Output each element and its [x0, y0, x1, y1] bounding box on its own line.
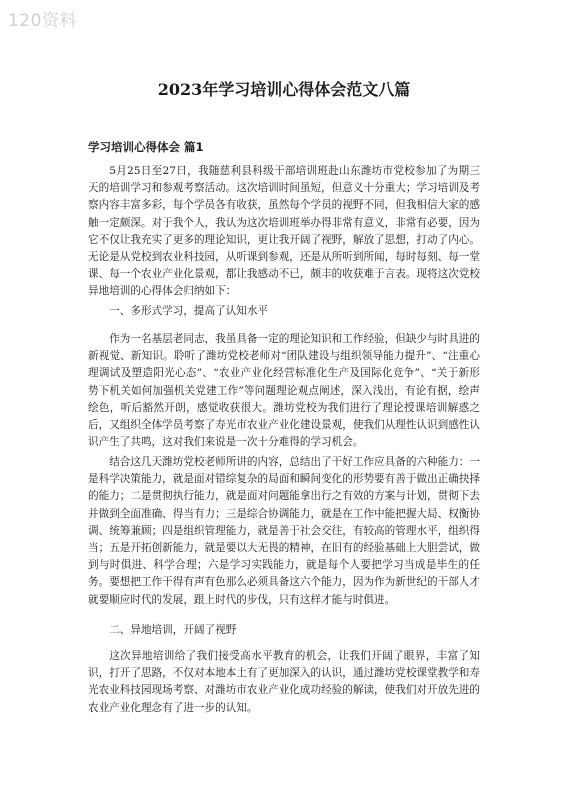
paragraph-learning: 作为一名基层老同志，我虽具备一定的理论知识和工作经验，但缺少与时具进的新视觉、新知识。聆听了潍坊党校老师对“团队建设与组织领导能力提升”、“注重心理调试及塑造阳光心态”、“农业产业化经营标准化生产及国际化竞争”、“关于新形势下机关如何加强机关党建工作”等问题理论观点阐述，深入浅出，有论有据，绘声绘色，听后豁然开朗，感觉收获很大。潍坊党校为我们进行了理论授课培训解惑之后，又组织全体学员考察了寿光市农业产业化建设景观，使我们从理性认识到感性认识产生了共鸣，这对我们来说是一次十分难得的学习机会。 [88, 333, 480, 449]
section-heading: 学习培训心得体会 篇1 [88, 140, 204, 154]
subheading-1: 一、多形式学习，提高了认知水平 [109, 305, 269, 317]
paragraph-intro: 5月25日至27日，我随慈利县科级干部培训班赴山东潍坊市党校参加了为期三天的培训学习和参观考察活动。这次培训时间虽短，但意义十分重大；学习培训及考察内容丰富多彩，每个学员各有收获，虽然每个学员的视野不同，但我相信大家的感触一定颇深。对于我个人，我认为这次培训班举办得非常有意义，非常有必要，因为它不仅让我充实了更多的理论知识，更让我开阔了视野，解放了思想，打动了内心。无论是从党校到农业科技园，从听课到参观，还是从所听到所闻，每时每刻、每一堂课、每一个农业产业化景观，都让我感动不已，颇丰的收获难于言表。现将这次党校异地培训的心得体会归纳如下： [88, 165, 480, 298]
watermark-logo: 120资料 [8, 11, 77, 31]
page-title: 2023年学习培训心得体会范文八篇 [157, 80, 411, 99]
paragraph-six-abilities: 结合这几天潍坊党校老师所讲的内容，总结出了干好工作应具备的六种能力：一是科学决策能力，就是面对错综复杂的局面和瞬间变化的形势要有善于做出正确抉择的能力；二是贯彻执行能力，就是面对问题能拿出行之有效的方案与计划，贯彻下去并做到全面准确、得当有力；三是综合协调能力，就是在工作中能把握大局、权衡协调、统筹兼顾；四是组织管理能力，就是善于社会交往，有较高的管理水平，组织得当；五是开拓创新能力，就是要以大无畏的精神，在旧有的经验基础上大胆尝试，做到与时俱进、科学合理；六是学习实践能力，就是每个人要把学习当成是毕生的任务。要想把工作干得有声有色那么必须具备这六个能力，因为作为新世纪的干部人才就要顺应时代的发展，跟上时代的步伐，只有这样才能与时俱进。 [88, 456, 480, 606]
paragraph-offsite-training: 这次异地培训给了我们接受高水平教育的机会，让我们开阔了眼界，丰富了知识，打开了思路，不仅对本地本土有了更加深入的认识，通过潍坊党校课堂教学和寿光农业科技园现场考察、对潍坊市农业产业化成功经验的解读，使我们对开放先进的农业产业化理念有了进一步的认知。 [88, 650, 480, 714]
subheading-2: 二、异地培训，开阔了视野 [109, 624, 237, 636]
